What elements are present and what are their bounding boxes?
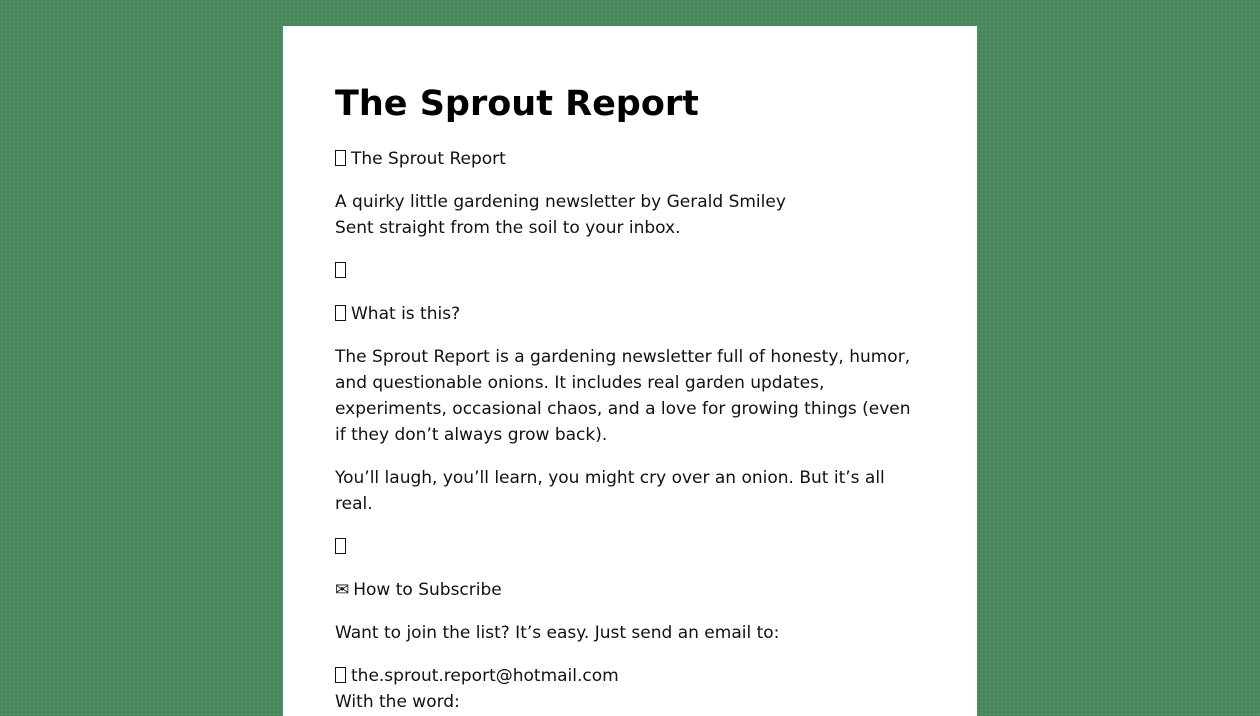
with-word-label: With the word:	[335, 692, 460, 712]
missing-glyph-icon	[335, 538, 346, 554]
header-line-text: The Sprout Report	[351, 149, 506, 169]
email-line[interactable]	[335, 663, 925, 689]
description-paragraph-2: You’ll laugh, you’ll learn, you might cry over an onion. But it’s all real.	[335, 468, 885, 514]
envelope-icon: ✉	[335, 580, 350, 600]
page-title: The Sprout Report	[335, 84, 699, 124]
missing-glyph-icon	[335, 667, 346, 683]
intro-line-1: A quirky little gardening newsletter by Gerald Smiley	[335, 192, 786, 212]
what-is-this-heading	[335, 301, 925, 327]
missing-glyph-icon	[335, 262, 346, 278]
subscribe-instruction: Want to join the list? It’s easy. Just send an email to:	[335, 623, 780, 643]
intro-paragraph	[335, 189, 925, 241]
subscribe-heading	[335, 577, 925, 603]
missing-glyph-icon	[335, 305, 346, 321]
description-paragraph-1: The Sprout Report is a gardening newsletter full of honesty, humor, and questionable onions. It includes real garden updates, experiments, occasional chaos, and a love for growing things (even if they don’t always grow back).	[335, 347, 911, 445]
newsletter-card	[283, 26, 977, 716]
email-block	[335, 663, 925, 715]
header-line	[335, 146, 925, 172]
what-is-this-text: What is this?	[351, 304, 461, 324]
divider-glyph-2	[335, 534, 925, 560]
missing-glyph-icon	[335, 150, 346, 166]
divider-glyph-1	[335, 258, 925, 284]
subscribe-email[interactable]: the.sprout.report@hotmail.com	[351, 666, 619, 686]
subscribe-heading-text: How to Subscribe	[353, 580, 502, 600]
intro-line-2: Sent straight from the soil to your inbox.	[335, 218, 681, 238]
